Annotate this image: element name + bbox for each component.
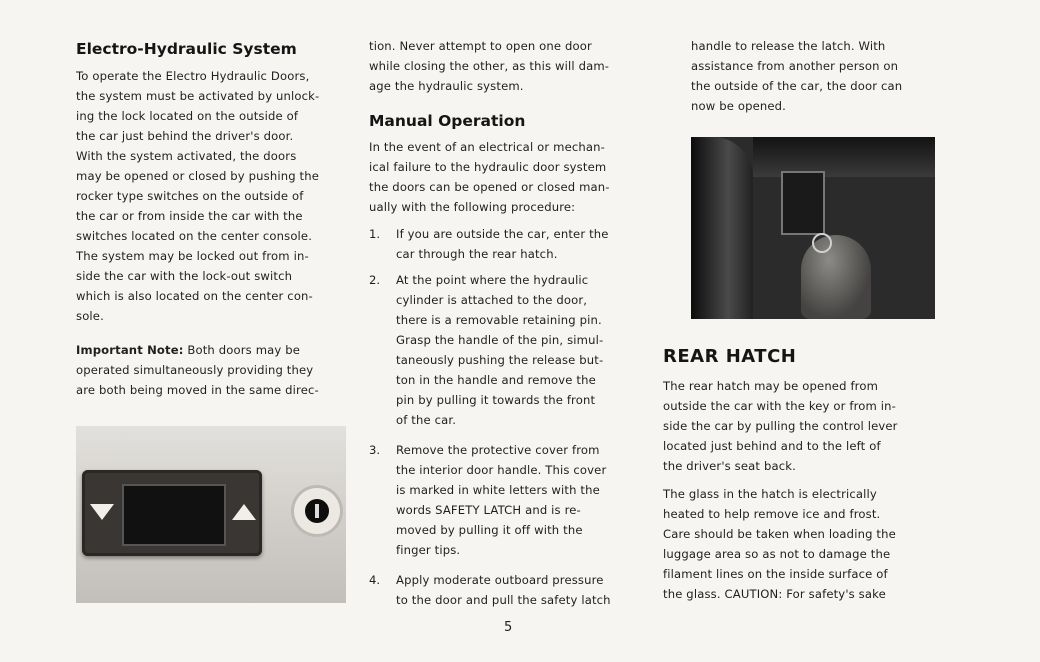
list-item-line: there is a removable retaining pin. bbox=[396, 313, 602, 327]
col3-para2-line: luggage area so as not to damage the bbox=[663, 547, 891, 561]
list-item-line: cylinder is attached to the door, bbox=[396, 293, 588, 307]
col3-para2-line: Care should be taken when loading the bbox=[663, 527, 896, 541]
arrow-up-icon bbox=[230, 500, 258, 524]
list-item-line: If you are outside the car, enter the bbox=[396, 227, 609, 241]
col3-para2-line: the glass. CAUTION: For safety's sake bbox=[663, 587, 886, 601]
list-item-line: to the door and pull the safety latch bbox=[396, 593, 611, 607]
list-item-line: pin by pulling it towards the front bbox=[396, 393, 596, 407]
col1-para1-line: With the system activated, the doors bbox=[76, 149, 297, 163]
col3-top-text bbox=[691, 36, 941, 116]
col2-intro-line: ical failure to the hydraulic door system bbox=[369, 160, 607, 174]
list-item-text bbox=[396, 270, 646, 430]
page-number: 5 bbox=[504, 620, 513, 635]
col3-top-line: handle to release the latch. With bbox=[691, 39, 886, 53]
col1-para1-line: rocker type switches on the outside of bbox=[76, 189, 304, 203]
list-item-number: 1. bbox=[369, 227, 381, 241]
col1-para1-line: The system may be locked out from in- bbox=[76, 249, 309, 263]
col3-para1-line: outside the car with the key or from in- bbox=[663, 399, 897, 413]
list-item-line: moved by pulling it off with the bbox=[396, 523, 583, 537]
list-item-line: Grasp the handle of the pin, simul- bbox=[396, 333, 604, 347]
list-item-number: 4. bbox=[369, 573, 381, 587]
col1-para1-line: the system must be activated by unlock- bbox=[76, 89, 320, 103]
list-item-line: is marked in white letters with the bbox=[396, 483, 600, 497]
list-item-number: 2. bbox=[369, 273, 381, 287]
col1-para1-line: the car or from inside the car with the bbox=[76, 209, 303, 223]
heading-manual-operation: Manual Operation bbox=[369, 112, 526, 130]
col1-para1-line: the car just behind the driver's door. bbox=[76, 129, 294, 143]
col1-para1-line: switches located on the center console. bbox=[76, 229, 313, 243]
list-item-line: taneously pushing the release but- bbox=[396, 353, 604, 367]
list-item-line: car through the rear hatch. bbox=[396, 247, 558, 261]
list-item-line: finger tips. bbox=[396, 543, 461, 557]
col1-para1-line: may be opened or closed by pushing the bbox=[76, 169, 320, 183]
col3-para2 bbox=[663, 484, 941, 604]
col3-para1-line: side the car by pulling the control lever bbox=[663, 419, 898, 433]
arrow-down-icon bbox=[88, 500, 116, 524]
col2-top-text bbox=[369, 36, 646, 96]
rocker-switch-bezel bbox=[82, 470, 262, 556]
col3-para2-line: heated to help remove ice and frost. bbox=[663, 507, 881, 521]
col1-para1-line: side the car with the lock-out switch bbox=[76, 269, 293, 283]
list-item-line: Remove the protective cover from bbox=[396, 443, 600, 457]
col1-important-note: Important Note: Both doors may be operated simultaneously providing they are both being moved in the same direc- bbox=[76, 340, 351, 400]
col1-para1-line: sole. bbox=[76, 309, 104, 323]
list-item-text bbox=[396, 570, 646, 610]
list-item-number: 3. bbox=[369, 443, 381, 457]
col1-para1-line: To operate the Electro Hydraulic Doors, bbox=[76, 69, 310, 83]
col3-top-line: assistance from another person on bbox=[691, 59, 899, 73]
note-line: are both being moved in the same direc- bbox=[76, 383, 319, 397]
list-item-line: Apply moderate outboard pressure bbox=[396, 573, 604, 587]
col2-intro-line: In the event of an electrical or mechan- bbox=[369, 140, 605, 154]
col2-top-line: tion. Never attempt to open one door bbox=[369, 39, 592, 53]
list-item-line: At the point where the hydraulic bbox=[396, 273, 589, 287]
col2-intro-line: the doors can be opened or closed man- bbox=[369, 180, 610, 194]
col3-para2-line: filament lines on the inside surface of bbox=[663, 567, 888, 581]
col3-para1-line: The rear hatch may be opened from bbox=[663, 379, 879, 393]
col3-para1-line: located just behind and to the left of bbox=[663, 439, 881, 453]
list-item-line: of the car. bbox=[396, 413, 457, 427]
col3-para1 bbox=[663, 376, 941, 476]
col1-para1 bbox=[76, 66, 351, 326]
list-item-text bbox=[396, 440, 646, 560]
col2-intro bbox=[369, 137, 646, 217]
col3-para2-line: The glass in the hatch is electrically bbox=[663, 487, 877, 501]
note-line: operated simultaneously providing they bbox=[76, 363, 314, 377]
col3-top-line: now be opened. bbox=[691, 99, 786, 113]
list-item-line: the interior door handle. This cover bbox=[396, 463, 607, 477]
heading-electro-hydraulic: Electro-Hydraulic System bbox=[76, 40, 297, 58]
col2-intro-line: ually with the following procedure: bbox=[369, 200, 576, 214]
lock-icon bbox=[294, 488, 340, 534]
col2-top-line: age the hydraulic system. bbox=[369, 79, 524, 93]
col1-para1-line: ing the lock located on the outside of bbox=[76, 109, 299, 123]
list-item-line: words SAFETY LATCH and is re- bbox=[396, 503, 581, 517]
rear-hatch-photo bbox=[691, 137, 935, 319]
heading-rear-hatch: REAR HATCH bbox=[663, 346, 797, 367]
list-item-text bbox=[396, 224, 646, 264]
col3-top-line: the outside of the car, the door can bbox=[691, 79, 903, 93]
switch-panel-photo bbox=[76, 426, 346, 603]
col3-para1-line: the driver's seat back. bbox=[663, 459, 796, 473]
list-item-line: ton in the handle and remove the bbox=[396, 373, 596, 387]
col2-top-line: while closing the other, as this will dam- bbox=[369, 59, 610, 73]
col1-para1-line: which is also located on the center con- bbox=[76, 289, 313, 303]
important-note-label: Important Note: bbox=[76, 343, 184, 357]
rocker-switch bbox=[122, 484, 226, 546]
